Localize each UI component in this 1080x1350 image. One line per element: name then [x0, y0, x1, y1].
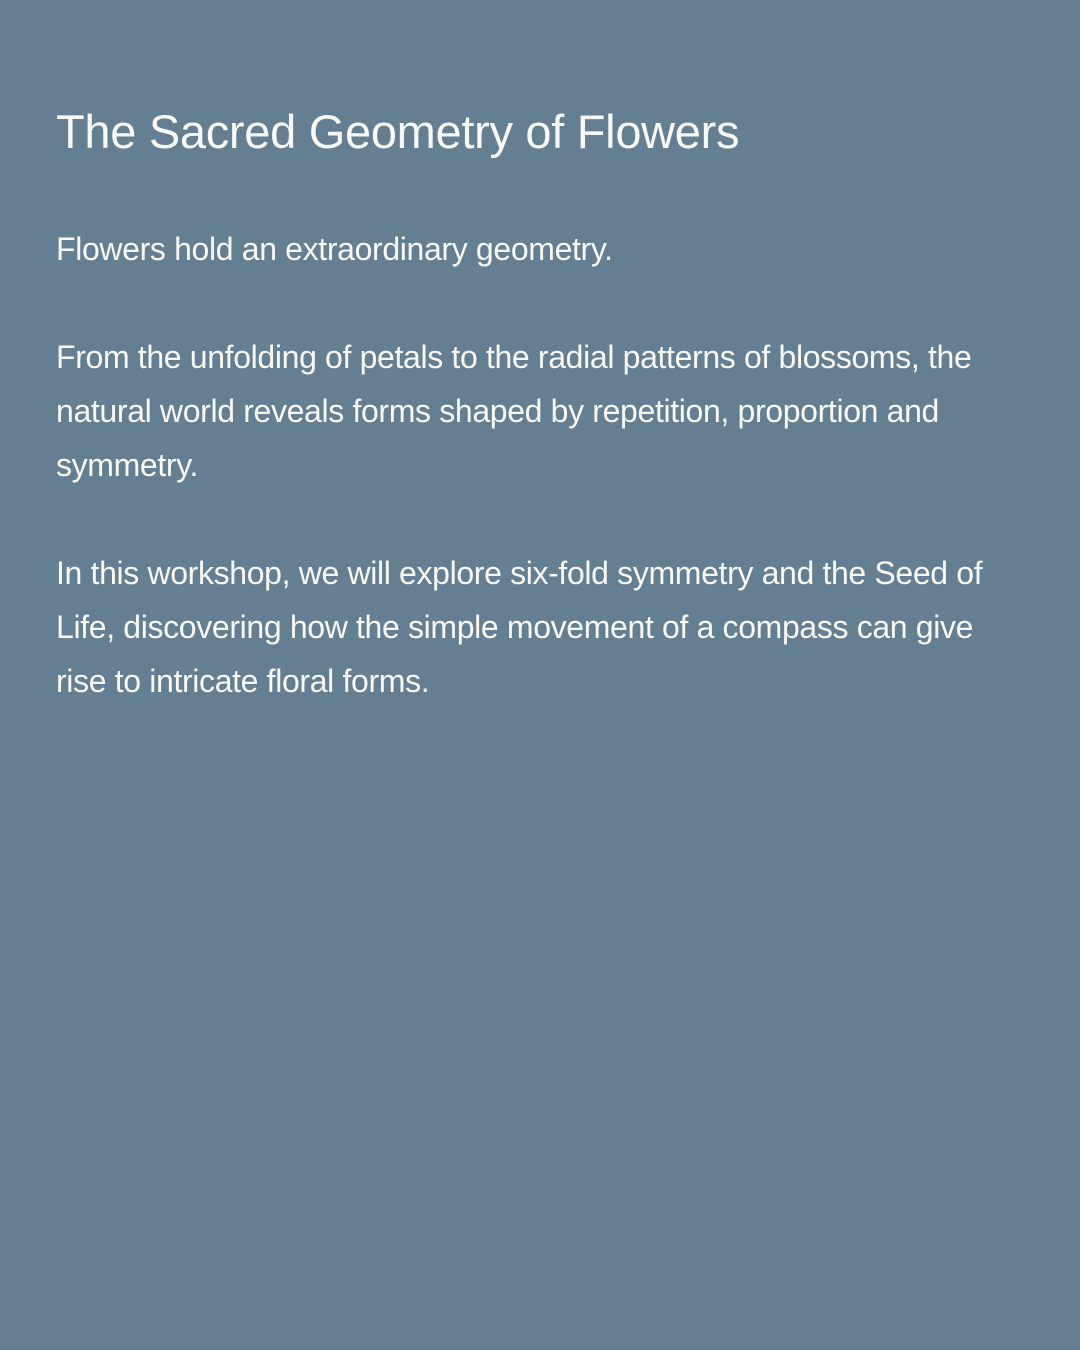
workshop-paragraph: In this workshop, we will explore six-fold symmetry and the Seed of Life, discovering how the simple movement of a compass can give rise to intricate floral forms.	[56, 555, 983, 699]
intro-paragraph: Flowers hold an extraordinary geometry.	[56, 231, 613, 267]
petals-paragraph: From the unfolding of petals to the radial patterns of blossoms, the natural world reveals forms shaped by repetition, proportion and symmetry.	[56, 339, 972, 483]
page-title: The Sacred Geometry of Flowers	[56, 105, 740, 158]
